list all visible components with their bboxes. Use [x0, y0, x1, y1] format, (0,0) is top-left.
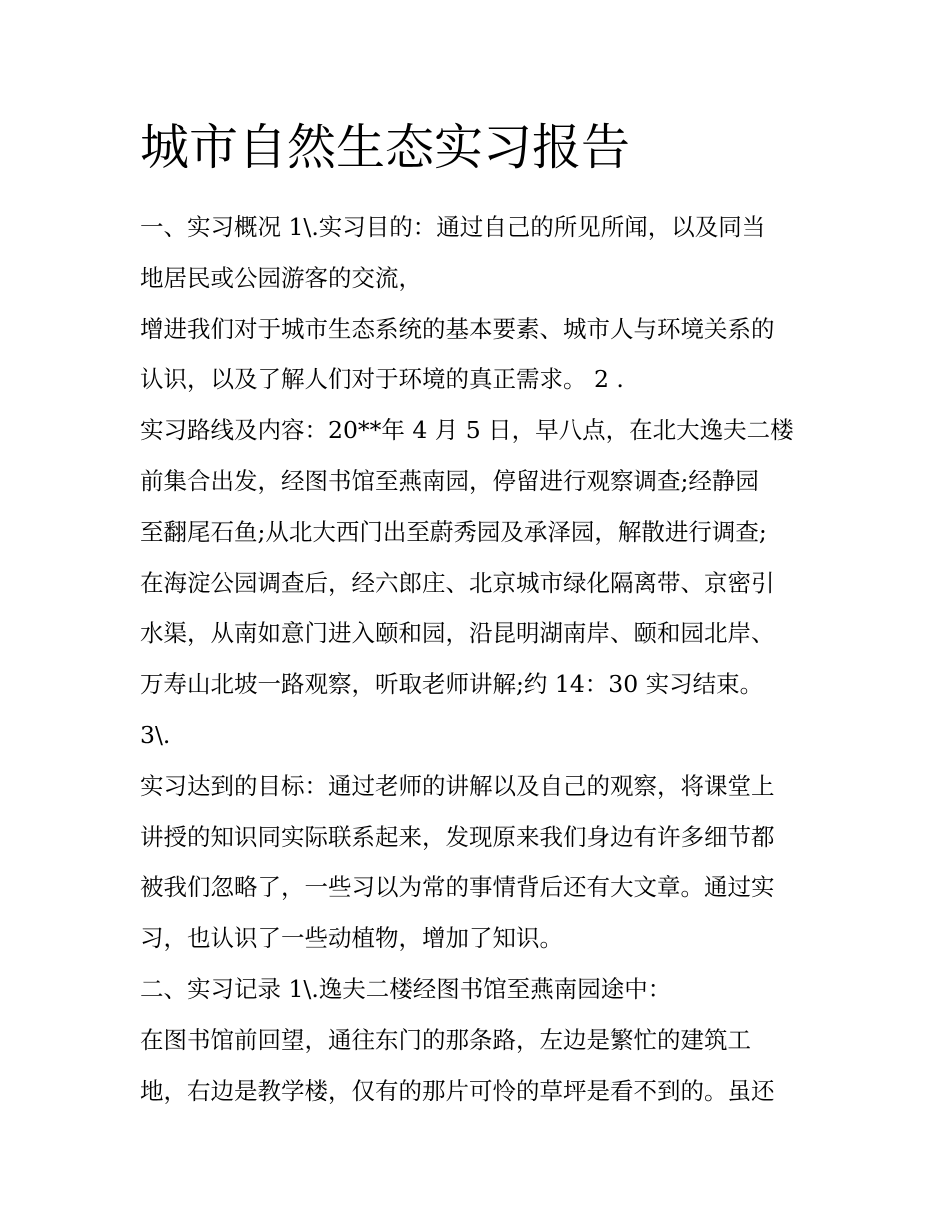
text-line: 一、实习概况 1\.实习目的：通过自己的所见所闻，以及同当: [140, 213, 766, 241]
text-line: 在图书馆前回望，通往东门的那条路，左边是繁忙的建筑工: [140, 1025, 751, 1054]
text-line: 增进我们对于城市生态系统的基本要素、城市人与环境关系的: [140, 314, 775, 343]
text-line: 万寿山北坡一路观察，听取老师讲解;约 14：30 实习结束。: [140, 670, 764, 699]
document-title: 城市自然生态实习报告: [140, 119, 631, 176]
text-line: 至翻尾石鱼;从北大西门出至蔚秀园及承泽园，解散进行调查;: [140, 517, 767, 546]
text-line: 习，也认识了一些动植物，增加了知识。: [140, 924, 563, 953]
text-line: 实习路线及内容：20**年 4 月 5 日，早八点，在北大逸夫二楼: [140, 416, 794, 445]
text-line: 水渠，从南如意门进入颐和园，沿昆明湖南岸、颐和园北岸、: [140, 619, 775, 648]
document-body: [140, 202, 820, 1116]
text-line: 讲授的知识同实际联系起来，发现原来我们身边有许多细节都: [140, 822, 775, 851]
text-line: 地，右边是教学楼，仅有的那片可怜的草坪是看不到的。虽还: [140, 1076, 775, 1105]
text-line: 3\.: [140, 720, 171, 749]
text-line: 实习达到的目标：通过老师的讲解以及自己的观察，将课堂上: [140, 771, 775, 800]
text-line: 认识，以及了解人们对于环境的真正需求。 2 .: [140, 365, 624, 394]
text-line: 前集合出发，经图书馆至燕南园，停留进行观察调查;经静园: [140, 466, 759, 495]
text-line: 被我们忽略了，一些习以为常的事情背后还有大文章。通过实: [140, 873, 775, 902]
text-line: 在海淀公园调查后，经六郎庄、北京城市绿化隔离带、京密引: [140, 568, 775, 597]
text-line: 地居民或公园游客的交流，: [140, 263, 422, 292]
text-line: 二、实习记录 1\.逸夫二楼经图书馆至燕南园途中：: [140, 974, 672, 1003]
